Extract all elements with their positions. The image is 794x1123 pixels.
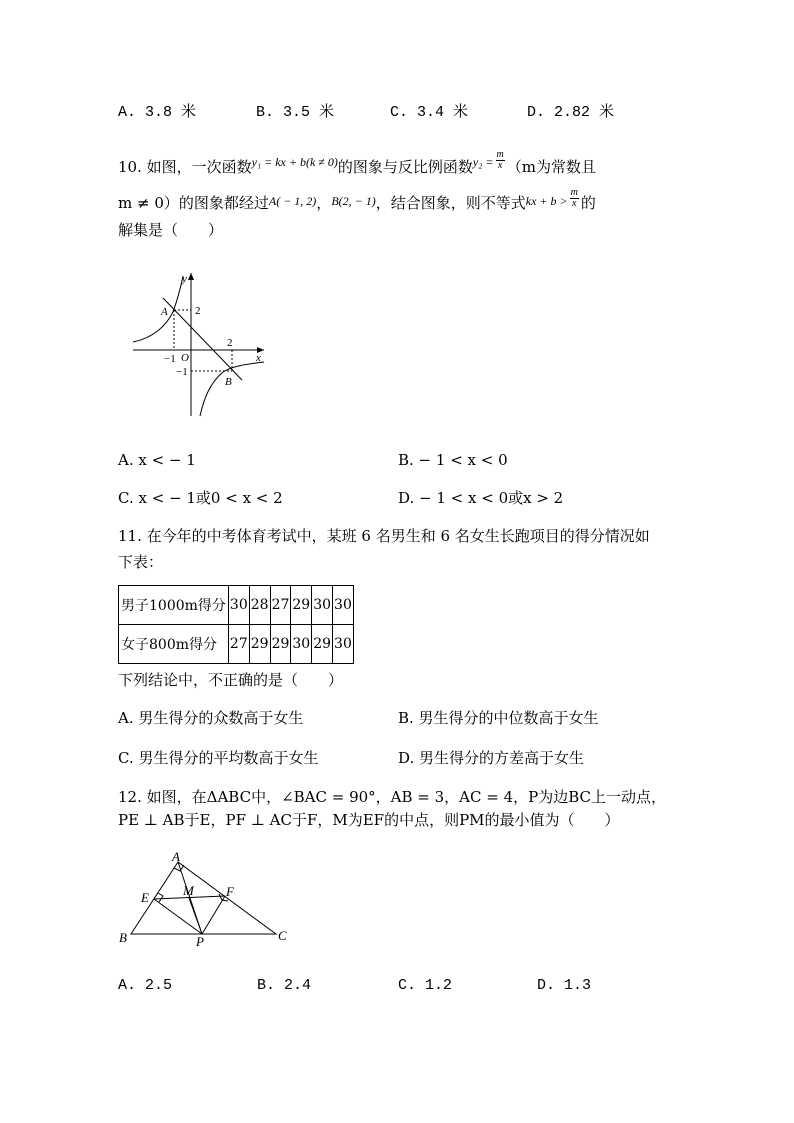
triangle-abc [131, 862, 276, 934]
q10-inequality-fraction [570, 188, 579, 209]
q10-text-2: 的图象与反比例函数 [337, 158, 473, 176]
table-row-label: 男子1000m得分 [119, 586, 229, 625]
vertex-c-label: C [278, 928, 287, 943]
q10-sep: ， [316, 194, 332, 212]
segment-pf [202, 896, 225, 934]
q10-option-b: B. − 1 < x < 0 [398, 451, 508, 469]
table-row [119, 586, 354, 625]
vertex-b-label: B [119, 930, 127, 945]
q10-stem-line3: 解集是（ ） [118, 221, 224, 239]
q10-function-graph [128, 268, 270, 420]
q11-option-c: C. 男生得分的平均数高于女生 [118, 749, 319, 767]
q9-option-a: A. 3.8 米 [118, 104, 197, 121]
tick-label-y-neg1: −1 [176, 366, 188, 378]
table-cell: 28 [249, 586, 270, 625]
tick-label-x-2: 2 [227, 337, 233, 349]
table-cell: 30 [312, 586, 333, 625]
q10-number-text: 10. 如图，一次函数 [118, 158, 252, 176]
point-p-label: P [196, 934, 204, 948]
q10-text-3: （m为常数且 [506, 158, 596, 176]
q9-option-b: B. 3.5 米 [256, 104, 335, 121]
table-cell: 30 [291, 625, 312, 664]
q10-line2-a: m ≠ 0）的图象都经过 [118, 194, 269, 212]
q10-ineq-frac-num: m [570, 187, 578, 198]
q11-question: 下列结论中，不正确的是（ ） [118, 671, 344, 689]
q10-inequality: kx + b > [525, 194, 568, 208]
origin-label: O [181, 352, 189, 364]
q10-frac-num: m [496, 149, 504, 160]
table-cell: 29 [249, 625, 270, 664]
q10-option-d: D. − 1 < x < 0或x > 2 [398, 489, 564, 507]
q11-option-a: A. 男生得分的众数高于女生 [118, 709, 304, 727]
q10-point-b: B(2, − 1) [331, 194, 376, 208]
y-axis-arrow-icon [188, 273, 194, 280]
q11-option-d: D. 男生得分的方差高于女生 [398, 749, 585, 767]
q10-line2-c: 的 [580, 194, 596, 212]
q11-score-table [118, 585, 354, 664]
table-cell: 29 [291, 586, 312, 625]
table-cell: 30 [333, 586, 354, 625]
hyperbola-branch-upper-left [133, 276, 183, 342]
point-b-label: B [225, 376, 232, 388]
vertex-a-label: A [172, 850, 180, 864]
q10-point-a: A( − 1, 2) [268, 194, 317, 208]
q10-inverse-fraction [496, 150, 505, 171]
tick-label-x-neg1: −1 [164, 353, 176, 365]
point-m-label: M [183, 883, 194, 898]
q10-inverse-function-lhs: y₂ = [472, 155, 494, 169]
right-angle-mark-e [158, 893, 163, 902]
table-cell: 27 [270, 586, 291, 625]
tick-label-y-2: 2 [195, 305, 201, 317]
table-cell: 27 [228, 625, 249, 664]
q12-stem-line1: 12. 如图，在ΔABC中，∠BAC = 90°，AB = 3，AC = 4，P为边BC上一动点， [118, 788, 666, 806]
q10-option-c: C. x < − 1或0 < x < 2 [118, 489, 283, 507]
point-a-label: A [161, 306, 168, 318]
q12-option-d: D. 1.3 [537, 977, 592, 994]
q10-stem-line1 [118, 150, 596, 177]
table-cell: 29 [312, 625, 333, 664]
point-e-label: E [141, 890, 149, 905]
q9-option-c: C. 3.4 米 [390, 104, 469, 121]
table-row-label: 女子800m得分 [119, 625, 229, 664]
segment-pe [154, 899, 202, 934]
table-cell: 30 [228, 586, 249, 625]
q10-stem-line2 [118, 188, 596, 213]
y-axis-label: y [182, 273, 187, 285]
q10-ineq-frac-den: x [572, 198, 577, 209]
q12-option-b: B. 2.4 [257, 977, 312, 994]
q11-stem-line1: 11. 在今年的中考体育考试中，某班 6 名男生和 6 名女生长跑项目的得分情况如 [118, 527, 650, 545]
table-cell: 29 [270, 625, 291, 664]
q12-option-c: C. 1.2 [398, 977, 453, 994]
point-f-label: F [226, 884, 234, 899]
q10-frac-den: x [497, 160, 503, 171]
q10-line2-b: ，结合图象，则不等式 [375, 194, 526, 212]
table-cell: 30 [333, 625, 354, 664]
q10-option-a: A. x < − 1 [118, 451, 196, 469]
q9-option-d: D. 2.82 米 [527, 104, 615, 121]
q12-option-a: A. 2.5 [118, 977, 173, 994]
q12-stem-line2: PE ⊥ AB于E，PF ⊥ AC于F，M为EF的中点，则PM的最小值为（ ） [118, 811, 620, 829]
q11-stem-line2: 下表： [118, 553, 164, 571]
table-row [119, 625, 354, 664]
q11-option-b: B. 男生得分的中位数高于女生 [398, 709, 599, 727]
q12-triangle-figure [116, 850, 296, 948]
q10-linear-function: y₁ = kx + b(k ≠ 0) [251, 155, 338, 169]
x-axis-label: x [256, 352, 261, 364]
